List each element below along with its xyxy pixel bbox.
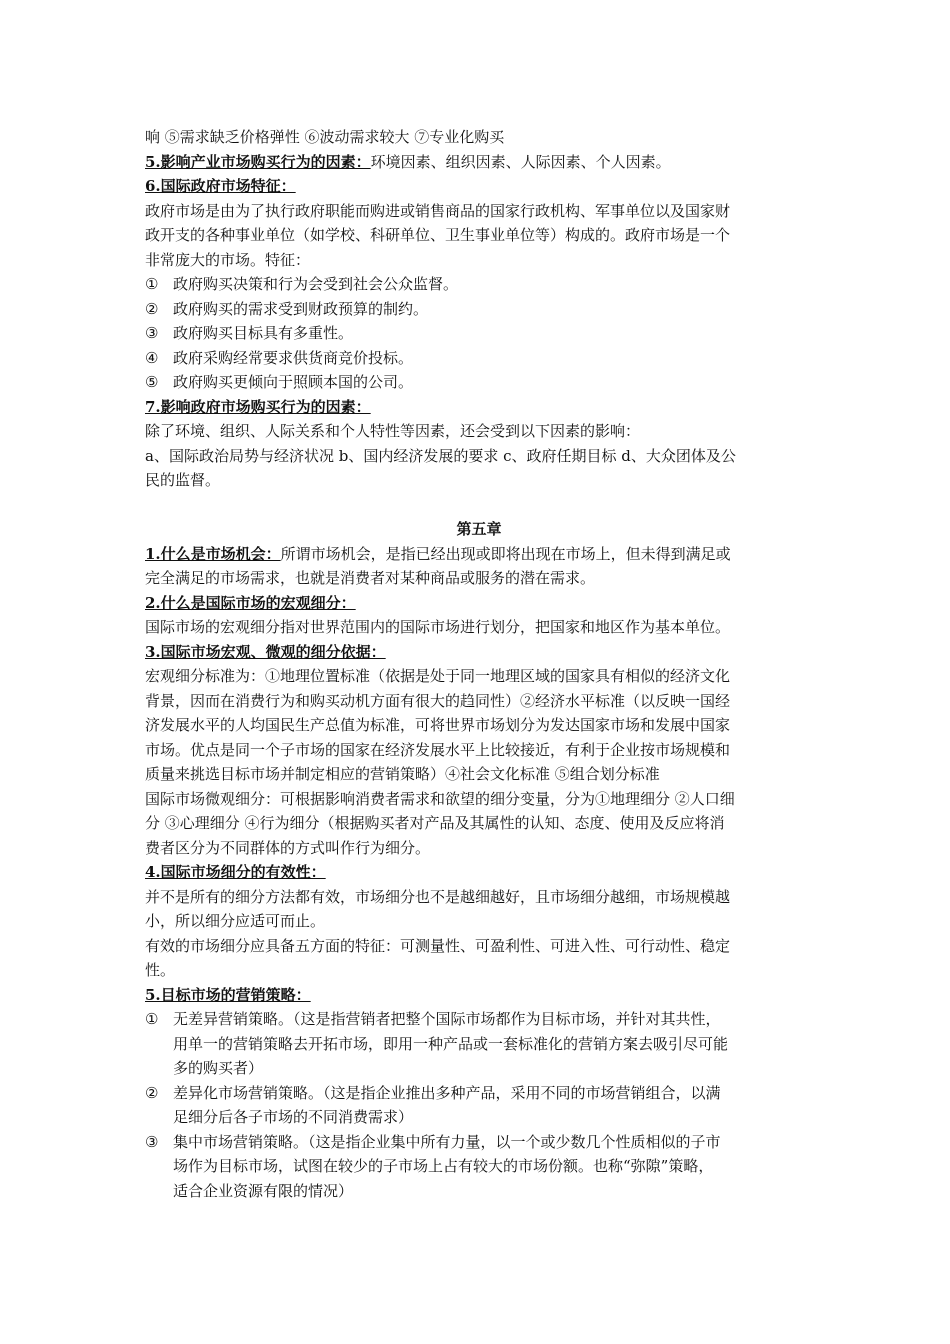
section-5-line (145, 150, 813, 175)
paragraph-line: 济发展水平的人均国民生产总值为标准，可将世界市场划分为发达国家市场和发展中国家 (145, 716, 731, 734)
spacer (145, 493, 813, 518)
paragraph-line: 并不是所有的细分方法都有效，市场细分也不是越细越好，且市场细分越细，市场规模越 (145, 887, 731, 906)
section-5-text: 环境因素、组织因素、人际因素、个人因素。 (370, 152, 671, 171)
chapter-q2-heading: 2.什么是国际市场的宏观细分： (145, 593, 356, 612)
document-page (145, 125, 813, 1203)
list-item: ③ 政府购买目标具有多重性。 (145, 324, 354, 342)
paragraph-line: 性。 (145, 961, 176, 979)
paragraph-line: 国际市场的宏观细分指对世界范围内的国际市场进行划分，把国家和地区作为基本单位。 (145, 618, 731, 636)
paragraph-line: a、国际政治局势与经济状况 b、国内经济发展的要求 c、政府任期目标 d、大众团体及公 (145, 446, 736, 465)
paragraph-line: 民的监督。 (145, 471, 221, 489)
chapter-q1-text: 所谓市场机会，是指已经出现或即将出现在市场上，但未得到满足或 (280, 544, 731, 563)
section-7-heading: 7.影响政府市场购买行为的因素： (145, 397, 371, 416)
chapter-q3-heading: 3.国际市场宏观、微观的细分依据： (145, 642, 386, 661)
chapter-q5-heading: 5.目标市场的营销策略： (145, 985, 311, 1004)
list-item: ③ 集中市场营销策略。（这是指企业集中所有力量，以一个或少数几个性质相似的子市 场作为目标市场，试图在较少的子市场上占有较大的市场份额。也称“弥隙”策略， 适合企业资源有限的情况） (145, 1132, 721, 1200)
list-item: ⑤ 政府购买更倾向于照顾本国的公司。 (145, 373, 414, 391)
paragraph-line: 市场。优点是同一个子市场的国家在经济发展水平上比较接近，有利于企业按市场规模和 (145, 740, 731, 759)
chapter-q4-heading: 4.国际市场细分的有效性： (145, 863, 326, 881)
paragraph-line: 完全满足的市场需求，也就是消费者对某种商品或服务的潜在需求。 (145, 569, 596, 587)
paragraph-line: 背景，因而在消费行为和购买动机方面有很大的趋同性）②经济水平标准（以反映一国经 (145, 691, 731, 710)
paragraph-line: 除了环境、组织、人际关系和个人特性等因素，还会受到以下因素的影响： (145, 422, 641, 440)
section-5-heading: 5.影响产业市场购买行为的因素： (145, 152, 371, 171)
list-item: ② 差异化市场营销策略。（这是指企业推出多种产品，采用不同的市场营销组合，以满 足细分后各子市场的不同消费需求） (145, 1083, 721, 1126)
list-item: ② 政府购买的需求受到财政预算的制约。 (145, 299, 429, 318)
section-6-heading: 6.国际政府市场特征： (145, 177, 296, 195)
paragraph-line: 分 ③心理细分 ④行为细分（根据购买者对产品及其属性的认知、态度、使用及反应将消 (145, 814, 725, 832)
paragraph-line: 政府市场是由为了执行政府职能而购进或销售商品的国家行政机构、军事单位以及国家财 (145, 201, 731, 220)
list-item: ④ 政府采购经常要求供货商竞价投标。 (145, 348, 414, 367)
paragraph-line: 质量来挑选目标市场并制定相应的营销策略）④社会文化标准 ⑤组合划分标准 (145, 765, 660, 783)
paragraph-line: 非常庞大的市场。特征： (145, 250, 311, 269)
paragraph-line: 小，所以细分应适可而止。 (145, 912, 326, 930)
paragraph-line: 有效的市场细分应具备五方面的特征：可测量性、可盈利性、可进入性、可行动性、稳定 (145, 936, 731, 955)
paragraph-line: 宏观细分标准为：①地理位置标准（依据是处于同一地理区域的国家具有相似的经济文化 (145, 667, 731, 685)
paragraph-line: 国际市场微观细分：可根据影响消费者需求和欲望的细分变量，分为①地理细分 ②人口细 (145, 789, 735, 808)
chapter-title: 第五章 (456, 520, 502, 538)
list-item: ① 政府购买决策和行为会受到社会公众监督。 (145, 275, 459, 293)
chapter-q1-line (145, 542, 813, 567)
chapter-q1-heading: 1.什么是市场机会： (145, 544, 281, 563)
paragraph-line: 政开支的各种事业单位（如学校、科研单位、卫生事业单位等）构成的。政府市场是一个 (145, 226, 731, 244)
list-item: ① 无差异营销策略。（这是指营销者把整个国际市场都作为目标市场，并针对其共性， 用单一的营销策略去开拓市场，即用一种产品或一套标准化的营销方案去吸引尽可能 多的购买者） (145, 1010, 729, 1077)
paragraph-line: 费者区分为不同群体的方式叫作行为细分。 (145, 838, 431, 857)
text-line: 响 ⑤需求缺乏价格弹性 ⑥波动需求较大 ⑦专业化购买 (145, 128, 505, 146)
